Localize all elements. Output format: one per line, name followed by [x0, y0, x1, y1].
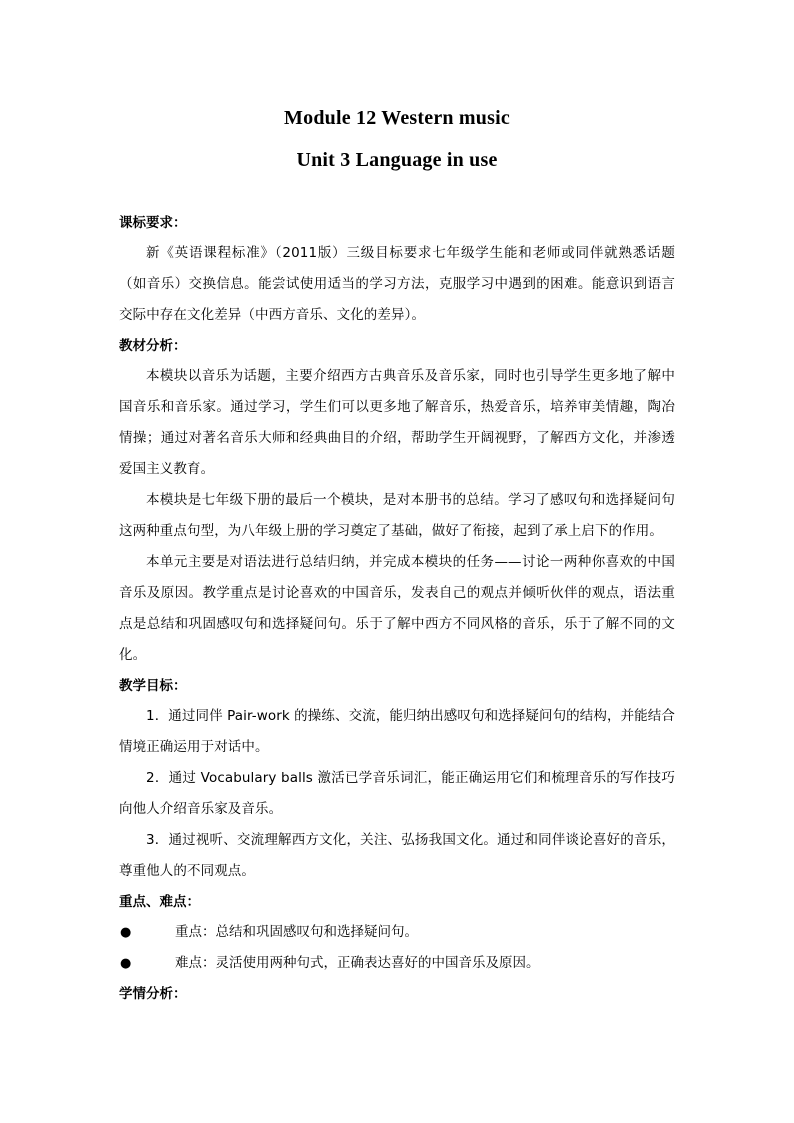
keypoint-item-focus — [119, 917, 675, 948]
section-heading-analysis: 教材分析： — [119, 338, 187, 354]
standard-paragraph: 新《英语课程标准》（2011版）三级目标要求七年级学生能和老师或同伴就熟悉话题（如音乐）交换信息。能尝试使用适当的学习方法，克服学习中遇到的困难。能意识到语言交际中存在文化差异（中西方音乐、文化的差异）。 — [119, 245, 675, 323]
analysis-paragraph-2: 本模块是七年级下册的最后一个模块，是对本册书的总结。学习了感叹句和选择疑问句这两种重点句型，为八年级上册的学习奠定了基础，做好了衔接，起到了承上启下的作用。 — [119, 492, 675, 539]
section-heading-learners: 学情分析： — [119, 986, 187, 1002]
objective-item-1: 1．通过同伴 Pair-work 的操练、交流，能归纳出感叹句和选择疑问句的结构，并能结合情境正确运用于对话中。 — [119, 708, 675, 755]
keypoint-item-difficulty — [119, 948, 675, 979]
keypoint-text: 重点：总结和巩固感叹句和选择疑问句。 — [175, 924, 418, 940]
unit-subtitle: Unit 3 Language in use — [296, 149, 498, 171]
analysis-paragraph-3: 本单元主要是对语法进行总结归纳，并完成本模块的任务——讨论一两种你喜欢的中国音乐及原因。教学重点是讨论喜欢的中国音乐，发表自己的观点并倾听伙伴的观点，语法重点是总结和巩固感叹句和选择疑问句。乐于了解中西方不同风格的音乐，乐于了解不同的文化。 — [119, 554, 675, 663]
objective-item-3: 3．通过视听、交流理解西方文化，关注、弘扬我国文化。通过和同伴谈论喜好的音乐，尊重他人的不同观点。 — [119, 832, 675, 879]
keypoint-text: 难点：灵活使用两种句式，正确表达喜好的中国音乐及原因。 — [175, 955, 540, 971]
module-title: Module 12 Western music — [284, 107, 510, 129]
objective-item-2: 2．通过 Vocabulary balls 激活已学音乐词汇，能正确运用它们和梳理音乐的写作技巧向他人介绍音乐家及音乐。 — [119, 770, 675, 817]
document-body — [119, 208, 675, 1009]
section-heading-keypoints: 重点、难点： — [119, 894, 200, 910]
section-heading-objectives: 教学目标： — [119, 678, 187, 694]
bullet-icon: ● — [120, 956, 132, 971]
analysis-paragraph-1: 本模块以音乐为话题，主要介绍西方古典音乐及音乐家，同时也引导学生更多地了解中国音乐和音乐家。通过学习，学生们可以更多地了解音乐，热爱音乐，培养审美情趣，陶冶情操；通过对著名音乐大师和经典曲目的介绍，帮助学生开阔视野，了解西方文化，并渗透爱国主义教育。 — [119, 368, 675, 477]
section-heading-standard: 课标要求： — [119, 215, 187, 231]
bullet-icon: ● — [120, 925, 132, 940]
